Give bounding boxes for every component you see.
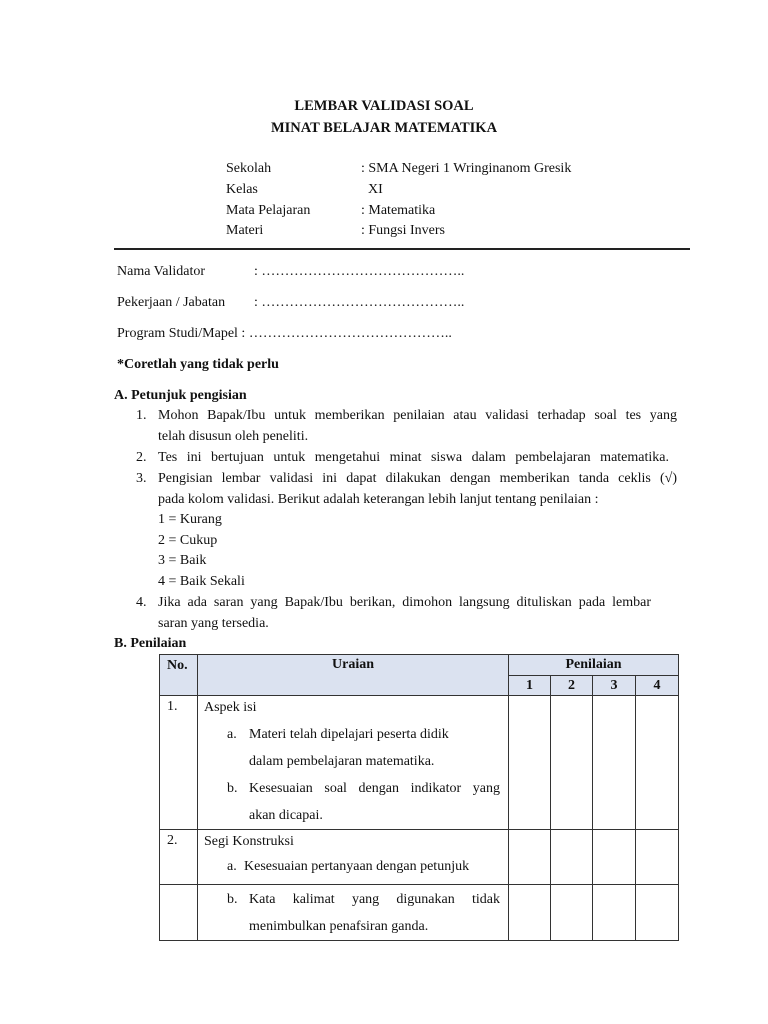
validator-program-line: Program Studi/Mapel : …………………………………….. — [117, 326, 452, 341]
row-number: 1. — [160, 696, 198, 830]
score-cell-1[interactable] — [509, 696, 551, 830]
aspect-title: Segi Konstruksi — [204, 834, 294, 849]
table-row — [160, 885, 679, 941]
sub-item-letter: b. — [227, 781, 238, 796]
score-cell-4[interactable] — [636, 830, 679, 885]
instruction-3-num: 3. — [136, 471, 147, 486]
info-label-kelas: Kelas — [226, 182, 258, 197]
row-number — [160, 885, 198, 941]
section-b-heading: B. Penilaian — [114, 636, 187, 651]
row-uraian — [198, 830, 509, 885]
sub-item-letter: a. — [227, 859, 237, 874]
instruction-4-line1: Jika ada saran yang Bapak/Ibu berikan, dimohon langsung dituliskan pada lembar — [158, 595, 651, 610]
header-divider — [114, 248, 690, 250]
row-uraian — [198, 696, 509, 830]
info-value-sekolah: : SMA Negeri 1 Wringinanom Gresik — [361, 161, 572, 176]
header-penilaian: Penilaian — [509, 655, 679, 676]
sub-item-line2: akan dicapai. — [249, 808, 323, 823]
header-score-3: 3 — [593, 676, 636, 696]
instruction-4-line2: saran yang tersedia. — [158, 616, 269, 631]
score-cell-4[interactable] — [636, 696, 679, 830]
sub-item-letter: a. — [227, 727, 237, 742]
info-value-mapel: : Matematika — [361, 203, 436, 218]
score-cell-2[interactable] — [551, 696, 593, 830]
instruction-1-num: 1. — [136, 408, 147, 423]
score-cell-4[interactable] — [636, 885, 679, 941]
header-score-1: 1 — [509, 676, 551, 696]
instruction-3-line1: Pengisian lembar validasi ini dapat dilakukan dengan memberikan tanda ceklis (√) — [158, 471, 677, 486]
validator-name-field: : …………………………………….. — [254, 264, 465, 279]
sub-item-line2: dalam pembelajaran matematika. — [249, 754, 435, 769]
info-label-materi: Materi — [226, 223, 264, 238]
validator-name-label: Nama Validator — [117, 264, 205, 279]
header-score-4: 4 — [636, 676, 679, 696]
aspect-title: Aspek isi — [204, 700, 257, 715]
sub-item-line2: menimbulkan penafsiran ganda. — [249, 919, 429, 934]
score-cell-2[interactable] — [551, 830, 593, 885]
header-score-2: 2 — [551, 676, 593, 696]
scale-item-4: 4 = Baik Sekali — [158, 574, 245, 589]
info-label-mapel: Mata Pelajaran — [226, 203, 311, 218]
table-row — [160, 696, 679, 830]
header-no: No. — [160, 655, 198, 696]
section-a-heading: A. Petunjuk pengisian — [114, 388, 247, 403]
score-cell-2[interactable] — [551, 885, 593, 941]
sub-item-line1: Kesesuaian soal dengan indikator yang — [249, 781, 500, 796]
info-value-materi: : Fungsi Invers — [361, 223, 445, 238]
assessment-table — [159, 654, 679, 941]
score-cell-1[interactable] — [509, 885, 551, 941]
instruction-2-num: 2. — [136, 450, 147, 465]
scale-item-1: 1 = Kurang — [158, 512, 222, 527]
instruction-2-line1: Tes ini bertujuan untuk mengetahui minat siswa dalam pembelajaran matematika. — [158, 450, 669, 465]
table-row — [160, 830, 679, 885]
validator-job-label: Pekerjaan / Jabatan — [117, 295, 226, 310]
sub-item-line1: Kesesuaian pertanyaan dengan petunjuk — [244, 859, 470, 874]
score-cell-1[interactable] — [509, 830, 551, 885]
header-uraian: Uraian — [198, 655, 509, 696]
row-number: 2. — [160, 830, 198, 885]
sub-item-letter: b. — [227, 892, 238, 907]
document-title-line2: MINAT BELAJAR MATEMATIKA — [270, 120, 498, 136]
instruction-3-line2: pada kolom validasi. Berikut adalah keterangan lebih lanjut tentang penilaian : — [158, 492, 599, 507]
sub-item-line1: Materi telah dipelajari peserta didik — [249, 727, 449, 742]
info-label-sekolah: Sekolah — [226, 161, 272, 176]
sub-item-line1: Kata kalimat yang digunakan tidak — [249, 892, 500, 907]
scale-item-2: 2 = Cukup — [158, 533, 218, 548]
validator-job-field: : …………………………………….. — [254, 295, 465, 310]
instruction-4-num: 4. — [136, 595, 147, 610]
instruction-1-line1: Mohon Bapak/Ibu untuk memberikan penilaian atau validasi terhadap soal tes yang — [158, 408, 677, 423]
instruction-1-line2: telah disusun oleh peneliti. — [158, 429, 309, 444]
score-cell-3[interactable] — [593, 830, 636, 885]
score-cell-3[interactable] — [593, 696, 636, 830]
strike-note: *Coretlah yang tidak perlu — [117, 357, 279, 372]
score-cell-3[interactable] — [593, 885, 636, 941]
info-value-kelas: XI — [368, 182, 383, 197]
row-uraian — [198, 885, 509, 941]
document-title-line1: LEMBAR VALIDASI SOAL — [294, 98, 474, 114]
scale-item-3: 3 = Baik — [158, 553, 207, 568]
